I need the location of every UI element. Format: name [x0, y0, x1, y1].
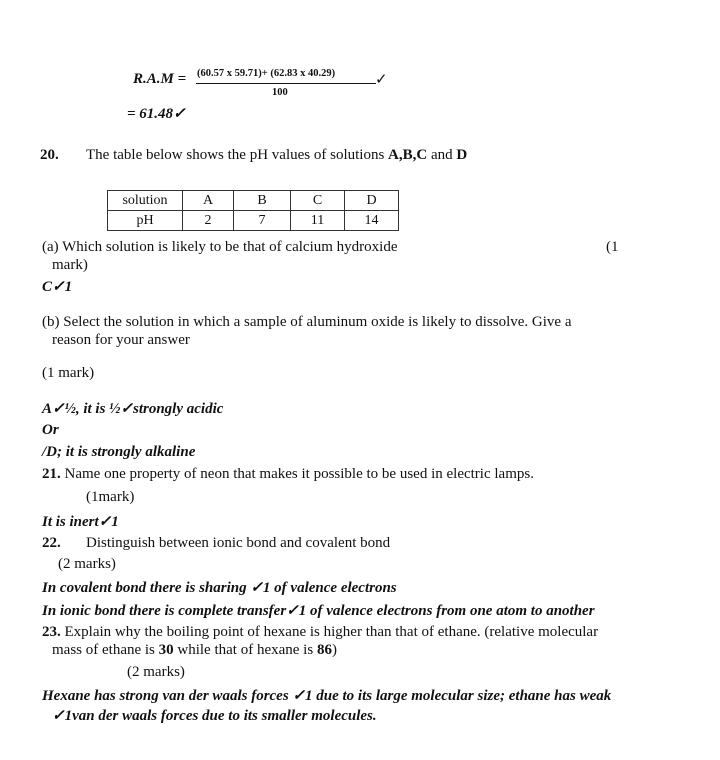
question-22-answer-1: In covalent bond there is sharing ✓1 of valence electrons	[42, 580, 397, 596]
question-22-text: Distinguish between ionic bond and covalent bond	[86, 535, 391, 551]
table-row	[108, 191, 399, 211]
table-cell: 2	[183, 211, 234, 231]
stem-text: The table below shows the pH values of solutions	[86, 147, 389, 163]
question-23-line2	[52, 642, 337, 659]
question-21-answer: It is inert✓1	[42, 514, 119, 530]
stem-text: mass of ethane is	[52, 642, 159, 658]
question-22-marks: (2 marks)	[58, 556, 116, 572]
ph-table	[107, 190, 399, 231]
part-a-marks: (1	[606, 239, 619, 255]
part-a-text: (a) Which solution is likely to be that of calcium hydroxide	[42, 239, 398, 255]
hexane-mass: 86	[316, 642, 332, 658]
table-cell: 7	[234, 211, 291, 231]
tick-icon: ✓	[375, 72, 388, 88]
part-b-or: Or	[42, 422, 59, 438]
part-a-answer: C✓1	[42, 279, 73, 295]
question-number: 21.	[42, 466, 61, 482]
question-stem: Name one property of neon that makes it possible to be used in electric lamps.	[60, 466, 534, 482]
stem-text: )	[331, 642, 337, 658]
ram-numerator: (60.57 x 59.71)+ (62.83 x 40.29)	[197, 68, 336, 79]
question-number: 22.	[42, 535, 61, 551]
ethane-mass: 30	[158, 642, 174, 658]
table-cell: B	[234, 191, 291, 211]
ram-result: = 61.48✓	[127, 106, 186, 122]
table-cell: 11	[291, 211, 345, 231]
question-number: 23.	[42, 624, 61, 640]
stem-bold-d: D	[456, 147, 468, 163]
ram-label: R.A.M =	[133, 71, 187, 87]
question-stem: Explain why the boiling point of hexane is higher than that of ethane. (relative molecular	[60, 624, 599, 640]
table-cell: pH	[108, 211, 183, 231]
question-number: 20.	[40, 147, 59, 163]
part-b-marks: (1 mark)	[42, 365, 95, 381]
table-cell: D	[345, 191, 399, 211]
question-23-answer-1: Hexane has strong van der waals forces ✓1 due to its large molecular size; ethane has weak	[42, 688, 612, 704]
part-b-text-line2: reason for your answer	[52, 332, 190, 348]
question-22-answer-2: In ionic bond there is complete transfer✓1 of valence electrons from one atom to another	[42, 603, 595, 619]
table-cell: solution	[108, 191, 183, 211]
question-23-line1	[42, 624, 598, 641]
stem-bold-solutions: A,B,C	[388, 147, 428, 163]
ram-denominator: 100	[272, 87, 288, 98]
question-23-answer-2: ✓1van der waals forces due to its smaller molecules.	[52, 708, 377, 724]
question-stem	[86, 147, 467, 164]
part-b-answer-2: /D; it is strongly alkaline	[42, 444, 196, 460]
question-21-text	[42, 466, 534, 483]
table-cell: A	[183, 191, 234, 211]
fraction-bar	[196, 83, 376, 84]
table-cell: C	[291, 191, 345, 211]
stem-text: while that of hexane is	[173, 642, 317, 658]
part-b-text-line1: (b) Select the solution in which a sample of aluminum oxide is likely to dissolve. Give a	[42, 314, 572, 330]
table-row	[108, 211, 399, 231]
stem-text-and: and	[427, 147, 457, 163]
table-cell: 14	[345, 211, 399, 231]
part-a-marks-close: mark)	[52, 257, 88, 273]
question-21-marks: (1mark)	[86, 489, 135, 505]
question-23-marks: (2 marks)	[127, 664, 185, 680]
part-b-answer-1: A✓½, it is ½✓strongly acidic	[42, 401, 224, 417]
